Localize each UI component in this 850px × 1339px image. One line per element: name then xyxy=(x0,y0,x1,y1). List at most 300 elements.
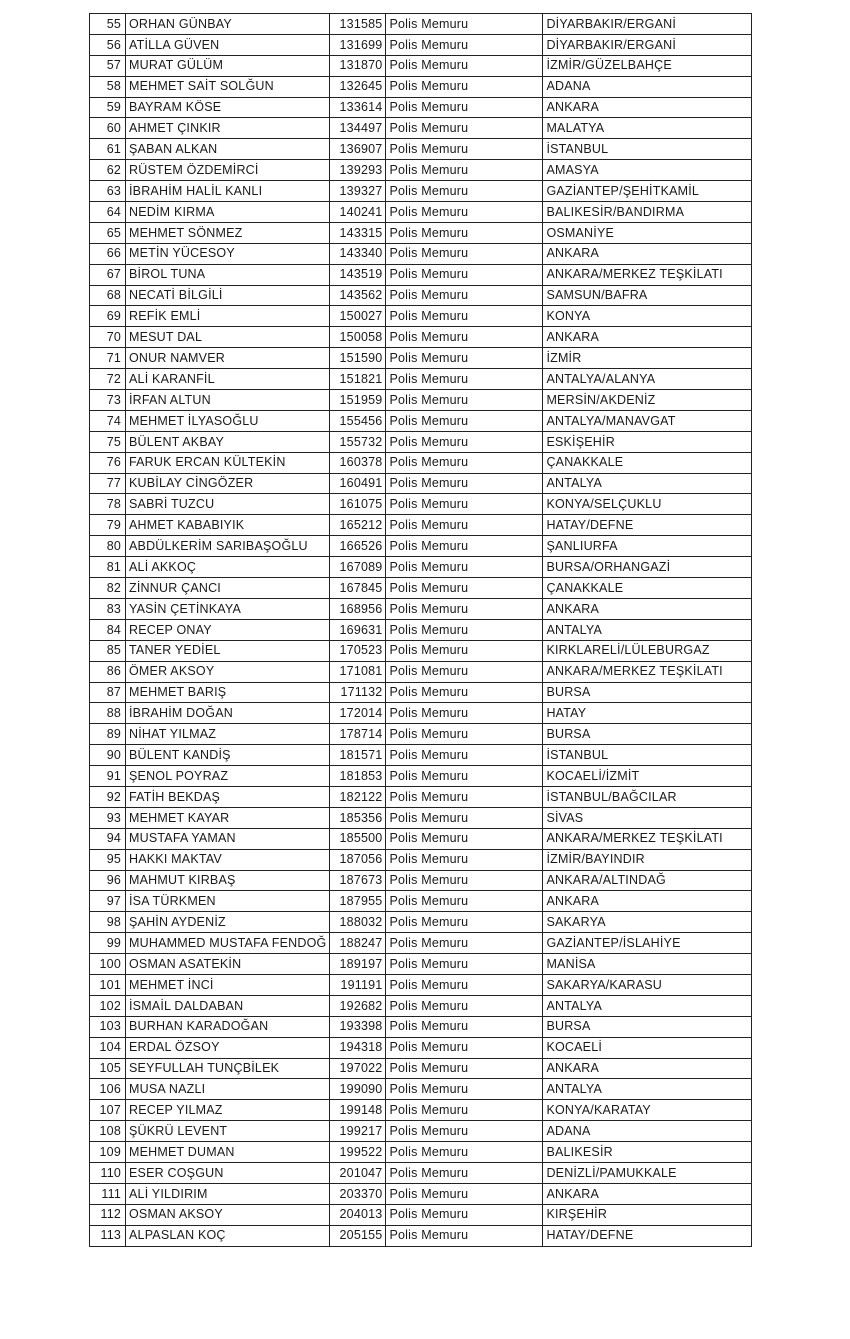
person-name-cell: BURHAN KARADOĞAN xyxy=(126,1016,330,1037)
row-number-cell: 97 xyxy=(90,891,126,912)
registry-number-cell: 151821 xyxy=(330,369,386,390)
job-title-cell: Polis Memuru xyxy=(386,619,543,640)
row-number-cell: 76 xyxy=(90,452,126,473)
registry-number-cell: 193398 xyxy=(330,1016,386,1037)
table-row xyxy=(90,724,752,745)
registry-number-cell: 167089 xyxy=(330,557,386,578)
table-row xyxy=(90,202,752,223)
job-title-cell: Polis Memuru xyxy=(386,933,543,954)
row-number-cell: 96 xyxy=(90,870,126,891)
row-number-cell: 111 xyxy=(90,1183,126,1204)
row-number-cell: 66 xyxy=(90,243,126,264)
row-number-cell: 98 xyxy=(90,912,126,933)
table-row xyxy=(90,264,752,285)
table-row xyxy=(90,160,752,181)
job-title-cell: Polis Memuru xyxy=(386,807,543,828)
row-number-cell: 81 xyxy=(90,557,126,578)
table-row xyxy=(90,431,752,452)
table-row xyxy=(90,515,752,536)
registry-number-cell: 150058 xyxy=(330,327,386,348)
table-row xyxy=(90,473,752,494)
person-name-cell: NİHAT YILMAZ xyxy=(126,724,330,745)
row-number-cell: 77 xyxy=(90,473,126,494)
location-cell: HATAY/DEFNE xyxy=(543,515,752,536)
job-title-cell: Polis Memuru xyxy=(386,97,543,118)
table-row xyxy=(90,390,752,411)
person-name-cell: MESUT DAL xyxy=(126,327,330,348)
table-row xyxy=(90,14,752,35)
row-number-cell: 74 xyxy=(90,410,126,431)
table-row xyxy=(90,954,752,975)
job-title-cell: Polis Memuru xyxy=(386,1100,543,1121)
job-title-cell: Polis Memuru xyxy=(386,640,543,661)
job-title-cell: Polis Memuru xyxy=(386,264,543,285)
person-name-cell: ŞENOL POYRAZ xyxy=(126,766,330,787)
row-number-cell: 87 xyxy=(90,682,126,703)
registry-number-cell: 140241 xyxy=(330,202,386,223)
row-number-cell: 86 xyxy=(90,661,126,682)
table-row xyxy=(90,76,752,97)
table-row xyxy=(90,745,752,766)
location-cell: İSTANBUL/BAĞCILAR xyxy=(543,786,752,807)
person-name-cell: ERDAL ÖZSOY xyxy=(126,1037,330,1058)
table-row xyxy=(90,285,752,306)
person-name-cell: ALİ KARANFİL xyxy=(126,369,330,390)
table-row xyxy=(90,661,752,682)
table-row xyxy=(90,619,752,640)
job-title-cell: Polis Memuru xyxy=(386,76,543,97)
table-row xyxy=(90,891,752,912)
table-row xyxy=(90,598,752,619)
registry-number-cell: 169631 xyxy=(330,619,386,640)
person-name-cell: MURAT GÜLÜM xyxy=(126,55,330,76)
job-title-cell: Polis Memuru xyxy=(386,912,543,933)
row-number-cell: 105 xyxy=(90,1058,126,1079)
row-number-cell: 55 xyxy=(90,14,126,35)
registry-number-cell: 178714 xyxy=(330,724,386,745)
location-cell: KIRŞEHİR xyxy=(543,1204,752,1225)
registry-number-cell: 151959 xyxy=(330,390,386,411)
person-name-cell: ŞABAN ALKAN xyxy=(126,139,330,160)
person-name-cell: BAYRAM KÖSE xyxy=(126,97,330,118)
table-row xyxy=(90,1079,752,1100)
person-name-cell: İRFAN ALTUN xyxy=(126,390,330,411)
person-name-cell: KUBİLAY CİNGÖZER xyxy=(126,473,330,494)
location-cell: SAKARYA xyxy=(543,912,752,933)
table-row xyxy=(90,410,752,431)
person-name-cell: MEHMET İNCİ xyxy=(126,974,330,995)
location-cell: ADANA xyxy=(543,1121,752,1142)
person-name-cell: ALİ AKKOÇ xyxy=(126,557,330,578)
job-title-cell: Polis Memuru xyxy=(386,160,543,181)
row-number-cell: 108 xyxy=(90,1121,126,1142)
location-cell: MALATYA xyxy=(543,118,752,139)
row-number-cell: 62 xyxy=(90,160,126,181)
job-title-cell: Polis Memuru xyxy=(386,1162,543,1183)
row-number-cell: 65 xyxy=(90,222,126,243)
row-number-cell: 102 xyxy=(90,995,126,1016)
registry-number-cell: 131870 xyxy=(330,55,386,76)
person-name-cell: ATİLLA GÜVEN xyxy=(126,34,330,55)
location-cell: ÇANAKKALE xyxy=(543,452,752,473)
job-title-cell: Polis Memuru xyxy=(386,55,543,76)
job-title-cell: Polis Memuru xyxy=(386,536,543,557)
job-title-cell: Polis Memuru xyxy=(386,786,543,807)
job-title-cell: Polis Memuru xyxy=(386,202,543,223)
person-name-cell: TANER YEDİEL xyxy=(126,640,330,661)
person-name-cell: ALPASLAN KOÇ xyxy=(126,1225,330,1246)
registry-number-cell: 139293 xyxy=(330,160,386,181)
registry-number-cell: 204013 xyxy=(330,1204,386,1225)
table-row xyxy=(90,786,752,807)
job-title-cell: Polis Memuru xyxy=(386,285,543,306)
person-name-cell: BÜLENT AKBAY xyxy=(126,431,330,452)
row-number-cell: 67 xyxy=(90,264,126,285)
job-title-cell: Polis Memuru xyxy=(386,452,543,473)
job-title-cell: Polis Memuru xyxy=(386,849,543,870)
job-title-cell: Polis Memuru xyxy=(386,243,543,264)
row-number-cell: 93 xyxy=(90,807,126,828)
row-number-cell: 107 xyxy=(90,1100,126,1121)
registry-number-cell: 151590 xyxy=(330,348,386,369)
table-row xyxy=(90,703,752,724)
job-title-cell: Polis Memuru xyxy=(386,995,543,1016)
person-name-cell: MEHMET DUMAN xyxy=(126,1142,330,1163)
row-number-cell: 72 xyxy=(90,369,126,390)
person-name-cell: REFİK EMLİ xyxy=(126,306,330,327)
row-number-cell: 68 xyxy=(90,285,126,306)
row-number-cell: 61 xyxy=(90,139,126,160)
row-number-cell: 84 xyxy=(90,619,126,640)
person-name-cell: İBRAHİM HALİL KANLI xyxy=(126,181,330,202)
registry-number-cell: 181853 xyxy=(330,766,386,787)
table-row xyxy=(90,243,752,264)
job-title-cell: Polis Memuru xyxy=(386,598,543,619)
table-row xyxy=(90,682,752,703)
job-title-cell: Polis Memuru xyxy=(386,494,543,515)
table-row xyxy=(90,995,752,1016)
table-row xyxy=(90,1121,752,1142)
table-row xyxy=(90,1183,752,1204)
location-cell: ANKARA xyxy=(543,891,752,912)
registry-number-cell: 188032 xyxy=(330,912,386,933)
job-title-cell: Polis Memuru xyxy=(386,661,543,682)
row-number-cell: 71 xyxy=(90,348,126,369)
row-number-cell: 95 xyxy=(90,849,126,870)
job-title-cell: Polis Memuru xyxy=(386,1037,543,1058)
job-title-cell: Polis Memuru xyxy=(386,828,543,849)
registry-number-cell: 185500 xyxy=(330,828,386,849)
registry-number-cell: 205155 xyxy=(330,1225,386,1246)
row-number-cell: 94 xyxy=(90,828,126,849)
table-row xyxy=(90,369,752,390)
row-number-cell: 82 xyxy=(90,578,126,599)
job-title-cell: Polis Memuru xyxy=(386,181,543,202)
location-cell: BURSA xyxy=(543,724,752,745)
table-body xyxy=(90,14,752,1247)
row-number-cell: 79 xyxy=(90,515,126,536)
registry-number-cell: 171132 xyxy=(330,682,386,703)
job-title-cell: Polis Memuru xyxy=(386,1225,543,1246)
table-row xyxy=(90,139,752,160)
location-cell: HATAY xyxy=(543,703,752,724)
location-cell: BALIKESİR xyxy=(543,1142,752,1163)
location-cell: HATAY/DEFNE xyxy=(543,1225,752,1246)
table-row xyxy=(90,452,752,473)
person-name-cell: ABDÜLKERİM SARIBAŞOĞLU xyxy=(126,536,330,557)
registry-number-cell: 189197 xyxy=(330,954,386,975)
location-cell: BURSA xyxy=(543,1016,752,1037)
job-title-cell: Polis Memuru xyxy=(386,473,543,494)
location-cell: KONYA/KARATAY xyxy=(543,1100,752,1121)
table-row xyxy=(90,1142,752,1163)
location-cell: ANKARA xyxy=(543,1058,752,1079)
location-cell: İSTANBUL xyxy=(543,139,752,160)
table-row xyxy=(90,807,752,828)
registry-number-cell: 167845 xyxy=(330,578,386,599)
location-cell: ANTALYA/ALANYA xyxy=(543,369,752,390)
row-number-cell: 57 xyxy=(90,55,126,76)
registry-number-cell: 136907 xyxy=(330,139,386,160)
registry-number-cell: 165212 xyxy=(330,515,386,536)
table-row xyxy=(90,327,752,348)
location-cell: KONYA/SELÇUKLU xyxy=(543,494,752,515)
job-title-cell: Polis Memuru xyxy=(386,870,543,891)
person-name-cell: ZİNNUR ÇANCI xyxy=(126,578,330,599)
registry-number-cell: 203370 xyxy=(330,1183,386,1204)
table-row xyxy=(90,766,752,787)
registry-number-cell: 199522 xyxy=(330,1142,386,1163)
registry-number-cell: 155456 xyxy=(330,410,386,431)
registry-number-cell: 187056 xyxy=(330,849,386,870)
job-title-cell: Polis Memuru xyxy=(386,390,543,411)
job-title-cell: Polis Memuru xyxy=(386,974,543,995)
job-title-cell: Polis Memuru xyxy=(386,222,543,243)
registry-number-cell: 187673 xyxy=(330,870,386,891)
row-number-cell: 60 xyxy=(90,118,126,139)
row-number-cell: 88 xyxy=(90,703,126,724)
person-name-cell: METİN YÜCESOY xyxy=(126,243,330,264)
registry-number-cell: 134497 xyxy=(330,118,386,139)
registry-number-cell: 143519 xyxy=(330,264,386,285)
person-name-cell: BİROL TUNA xyxy=(126,264,330,285)
table-row xyxy=(90,1016,752,1037)
location-cell: GAZİANTEP/İSLAHİYE xyxy=(543,933,752,954)
table-row xyxy=(90,640,752,661)
row-number-cell: 70 xyxy=(90,327,126,348)
location-cell: SAMSUN/BAFRA xyxy=(543,285,752,306)
person-name-cell: MAHMUT KIRBAŞ xyxy=(126,870,330,891)
registry-number-cell: 172014 xyxy=(330,703,386,724)
table-row xyxy=(90,578,752,599)
job-title-cell: Polis Memuru xyxy=(386,954,543,975)
job-title-cell: Polis Memuru xyxy=(386,1016,543,1037)
location-cell: KONYA xyxy=(543,306,752,327)
table-row xyxy=(90,557,752,578)
location-cell: DİYARBAKIR/ERGANİ xyxy=(543,14,752,35)
person-name-cell: ONUR NAMVER xyxy=(126,348,330,369)
location-cell: ANKARA xyxy=(543,1183,752,1204)
table-row xyxy=(90,1225,752,1246)
registry-number-cell: 143315 xyxy=(330,222,386,243)
person-name-cell: OSMAN AKSOY xyxy=(126,1204,330,1225)
job-title-cell: Polis Memuru xyxy=(386,14,543,35)
registry-number-cell: 201047 xyxy=(330,1162,386,1183)
row-number-cell: 59 xyxy=(90,97,126,118)
location-cell: ANKARA xyxy=(543,97,752,118)
location-cell: KOCAELİ xyxy=(543,1037,752,1058)
registry-number-cell: 199090 xyxy=(330,1079,386,1100)
person-name-cell: İBRAHİM DOĞAN xyxy=(126,703,330,724)
job-title-cell: Polis Memuru xyxy=(386,515,543,536)
person-name-cell: MUSTAFA YAMAN xyxy=(126,828,330,849)
row-number-cell: 73 xyxy=(90,390,126,411)
table-row xyxy=(90,1204,752,1225)
registry-number-cell: 168956 xyxy=(330,598,386,619)
table-row xyxy=(90,34,752,55)
person-name-cell: MEHMET SÖNMEZ xyxy=(126,222,330,243)
row-number-cell: 103 xyxy=(90,1016,126,1037)
location-cell: ŞANLIURFA xyxy=(543,536,752,557)
location-cell: SİVAS xyxy=(543,807,752,828)
row-number-cell: 90 xyxy=(90,745,126,766)
person-name-cell: RECEP ONAY xyxy=(126,619,330,640)
table-row xyxy=(90,348,752,369)
person-name-cell: AHMET ÇINKIR xyxy=(126,118,330,139)
registry-number-cell: 185356 xyxy=(330,807,386,828)
personnel-table xyxy=(89,13,752,1247)
row-number-cell: 83 xyxy=(90,598,126,619)
row-number-cell: 100 xyxy=(90,954,126,975)
job-title-cell: Polis Memuru xyxy=(386,891,543,912)
location-cell: MANİSA xyxy=(543,954,752,975)
person-name-cell: RÜSTEM ÖZDEMİRCİ xyxy=(126,160,330,181)
job-title-cell: Polis Memuru xyxy=(386,578,543,599)
registry-number-cell: 160378 xyxy=(330,452,386,473)
location-cell: AMASYA xyxy=(543,160,752,181)
person-name-cell: ÖMER AKSOY xyxy=(126,661,330,682)
location-cell: OSMANİYE xyxy=(543,222,752,243)
location-cell: DİYARBAKIR/ERGANİ xyxy=(543,34,752,55)
row-number-cell: 75 xyxy=(90,431,126,452)
row-number-cell: 64 xyxy=(90,202,126,223)
registry-number-cell: 199217 xyxy=(330,1121,386,1142)
person-name-cell: NEDİM KIRMA xyxy=(126,202,330,223)
job-title-cell: Polis Memuru xyxy=(386,410,543,431)
person-name-cell: ALİ YILDIRIM xyxy=(126,1183,330,1204)
job-title-cell: Polis Memuru xyxy=(386,1121,543,1142)
location-cell: ANKARA/ALTINDAĞ xyxy=(543,870,752,891)
location-cell: İZMİR/GÜZELBAHÇE xyxy=(543,55,752,76)
job-title-cell: Polis Memuru xyxy=(386,327,543,348)
registry-number-cell: 194318 xyxy=(330,1037,386,1058)
person-name-cell: AHMET KABABIYIK xyxy=(126,515,330,536)
table-row xyxy=(90,118,752,139)
table-row xyxy=(90,222,752,243)
job-title-cell: Polis Memuru xyxy=(386,745,543,766)
job-title-cell: Polis Memuru xyxy=(386,348,543,369)
location-cell: İZMİR xyxy=(543,348,752,369)
person-name-cell: ŞÜKRÜ LEVENT xyxy=(126,1121,330,1142)
location-cell: ADANA xyxy=(543,76,752,97)
registry-number-cell: 139327 xyxy=(330,181,386,202)
table-row xyxy=(90,1058,752,1079)
location-cell: ANTALYA xyxy=(543,473,752,494)
location-cell: ANTALYA xyxy=(543,995,752,1016)
registry-number-cell: 155732 xyxy=(330,431,386,452)
location-cell: GAZİANTEP/ŞEHİTKAMİL xyxy=(543,181,752,202)
row-number-cell: 91 xyxy=(90,766,126,787)
location-cell: ANKARA/MERKEZ TEŞKİLATI xyxy=(543,264,752,285)
person-name-cell: YASİN ÇETİNKAYA xyxy=(126,598,330,619)
person-name-cell: ORHAN GÜNBAY xyxy=(126,14,330,35)
registry-number-cell: 133614 xyxy=(330,97,386,118)
registry-number-cell: 188247 xyxy=(330,933,386,954)
table-row xyxy=(90,849,752,870)
registry-number-cell: 132645 xyxy=(330,76,386,97)
table-row xyxy=(90,1037,752,1058)
location-cell: BALIKESİR/BANDIRMA xyxy=(543,202,752,223)
person-name-cell: FATİH BEKDAŞ xyxy=(126,786,330,807)
job-title-cell: Polis Memuru xyxy=(386,766,543,787)
location-cell: ÇANAKKALE xyxy=(543,578,752,599)
registry-number-cell: 170523 xyxy=(330,640,386,661)
job-title-cell: Polis Memuru xyxy=(386,1079,543,1100)
location-cell: MERSİN/AKDENİZ xyxy=(543,390,752,411)
row-number-cell: 99 xyxy=(90,933,126,954)
location-cell: KOCAELİ/İZMİT xyxy=(543,766,752,787)
registry-number-cell: 181571 xyxy=(330,745,386,766)
person-name-cell: NECATİ BİLGİLİ xyxy=(126,285,330,306)
job-title-cell: Polis Memuru xyxy=(386,139,543,160)
person-name-cell: MEHMET SAİT SOLĞUN xyxy=(126,76,330,97)
registry-number-cell: 150027 xyxy=(330,306,386,327)
row-number-cell: 85 xyxy=(90,640,126,661)
table-row xyxy=(90,494,752,515)
person-name-cell: İSMAİL DALDABAN xyxy=(126,995,330,1016)
row-number-cell: 104 xyxy=(90,1037,126,1058)
table-row xyxy=(90,97,752,118)
table-row xyxy=(90,181,752,202)
row-number-cell: 63 xyxy=(90,181,126,202)
table-row xyxy=(90,536,752,557)
location-cell: İZMİR/BAYINDIR xyxy=(543,849,752,870)
person-name-cell: MEHMET KAYAR xyxy=(126,807,330,828)
job-title-cell: Polis Memuru xyxy=(386,34,543,55)
row-number-cell: 78 xyxy=(90,494,126,515)
row-number-cell: 110 xyxy=(90,1162,126,1183)
row-number-cell: 101 xyxy=(90,974,126,995)
registry-number-cell: 192682 xyxy=(330,995,386,1016)
location-cell: ESKİŞEHİR xyxy=(543,431,752,452)
registry-number-cell: 131699 xyxy=(330,34,386,55)
job-title-cell: Polis Memuru xyxy=(386,1142,543,1163)
job-title-cell: Polis Memuru xyxy=(386,369,543,390)
row-number-cell: 106 xyxy=(90,1079,126,1100)
job-title-cell: Polis Memuru xyxy=(386,1204,543,1225)
person-name-cell: FARUK ERCAN KÜLTEKİN xyxy=(126,452,330,473)
row-number-cell: 58 xyxy=(90,76,126,97)
person-name-cell: BÜLENT KANDİŞ xyxy=(126,745,330,766)
location-cell: SAKARYA/KARASU xyxy=(543,974,752,995)
person-name-cell: OSMAN ASATEKİN xyxy=(126,954,330,975)
registry-number-cell: 171081 xyxy=(330,661,386,682)
table-row xyxy=(90,55,752,76)
location-cell: ANKARA/MERKEZ TEŞKİLATI xyxy=(543,828,752,849)
table-row xyxy=(90,828,752,849)
person-name-cell: SEYFULLAH TUNÇBİLEK xyxy=(126,1058,330,1079)
person-name-cell: İSA TÜRKMEN xyxy=(126,891,330,912)
